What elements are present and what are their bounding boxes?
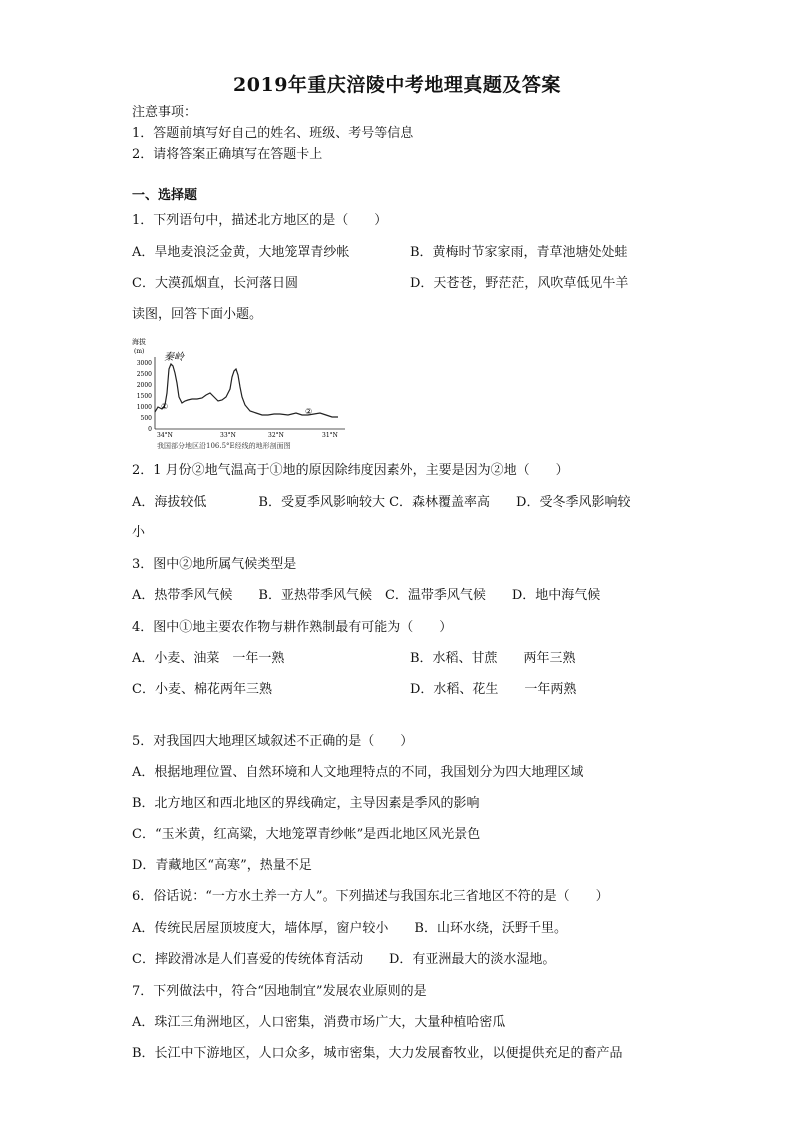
q4-option-d: D．水稻、花生 一年两熟	[410, 682, 577, 697]
q2-stem: 2．1 月份②地气温高于①地的原因除纬度因素外，主要是因为②地（ ）	[132, 463, 569, 478]
q4-option-b: B．水稻、甘蔗 两年三熟	[410, 651, 576, 666]
q4-option-a: A．小麦、油菜 一年一熟	[132, 651, 285, 666]
notice-item-1: 1．答题前填写好自己的姓名、班级、考号等信息	[132, 126, 414, 141]
q7-stem: 7．下列做法中，符合“因地制宜”发展农业原则的是	[132, 984, 427, 999]
q4-stem: 4．图中①地主要农作物与耕作熟制最有可能为（ ）	[132, 620, 453, 635]
notice-heading: 注意事项：	[132, 105, 198, 120]
ytick-500: 500	[140, 415, 152, 422]
ytick-2000: 2000	[136, 382, 152, 389]
q6-options-cd: C．摔跤滑冰是人们喜爱的传统体育活动 D．有亚洲最大的淡水湿地。	[132, 952, 556, 967]
q5-stem: 5．对我国四大地理区域叙述不正确的是（ ）	[132, 734, 414, 749]
q3-options: A．热带季风气候 B．亚热带季风气候 C．温带季风气候 D．地中海气候	[132, 588, 601, 603]
terrain-profile-figure	[130, 335, 360, 453]
ytick-0: 0	[148, 426, 152, 433]
ytick-1000: 1000	[136, 404, 152, 411]
q4-option-c: C．小麦、棉花两年三熟	[132, 682, 272, 697]
page-title: 2019年重庆涪陵中考地理真题及答案	[233, 74, 561, 96]
q1-stem: 1．下列语句中，描述北方地区的是（ ）	[132, 213, 388, 228]
q6-stem: 6．俗话说：“一方水土养一方人”。下列描述与我国东北三省地区不符的是（ ）	[132, 889, 609, 904]
q3-stem: 3．图中②地所属气候类型是	[132, 557, 297, 572]
ytick-3000: 3000	[136, 360, 152, 367]
q1-option-b: B．黄梅时节家家雨，青草池塘处处蛙	[410, 245, 628, 260]
read-figure-instruction: 读图，回答下面小题。	[132, 307, 263, 322]
figure-marker-1: ①	[161, 402, 169, 411]
q1-option-d: D．天苍苍，野茫茫，风吹草低见牛羊	[410, 276, 629, 291]
q5-option-d: D．青藏地区“高寒”，热量不足	[132, 858, 312, 873]
figure-unit: (m)	[134, 348, 145, 355]
ytick-1500: 1500	[136, 393, 152, 400]
figure-marker-2: ②	[305, 407, 313, 416]
figure-caption: 我国部分地区沿106.5°E经线的地形剖面图	[157, 442, 291, 450]
xtick-33n: 33°N	[220, 432, 236, 439]
q5-option-a: A．根据地理位置、自然环境和人文地理特点的不同，我国划分为四大地理区域	[132, 765, 584, 780]
q1-option-a: A．旱地麦浪泛金黄，大地笼罩青纱帐	[132, 245, 350, 260]
figure-peak-label: 秦岭	[164, 352, 184, 363]
section-heading: 一、选择题	[132, 188, 198, 203]
q5-option-b: B．北方地区和西北地区的界线确定，主导因素是季风的影响	[132, 796, 480, 811]
q1-option-c: C．大漠孤烟直，长河落日圆	[132, 276, 298, 291]
ytick-2500: 2500	[136, 371, 152, 378]
q2-options-cont: 小	[132, 525, 146, 540]
xtick-32n: 32°N	[268, 432, 284, 439]
q5-option-c: C．“玉米黄，红高粱，大地笼罩青纱帐”是西北地区风光景色	[132, 827, 481, 842]
xtick-31n: 31°N	[322, 432, 338, 439]
figure-ylabel: 海拔	[132, 338, 146, 346]
q2-options: A．海拔较低 B．受夏季风影响较大 C．森林覆盖率高 D．受冬季风影响较	[132, 495, 631, 510]
q7-option-b: B．长江中下游地区，人口众多，城市密集，大力发展畜牧业，以便提供充足的畜产品	[132, 1046, 623, 1061]
xtick-34n: 34°N	[157, 432, 173, 439]
q6-options-ab: A．传统民居屋顶坡度大，墙体厚，窗户较小 B．山环水绕，沃野千里。	[132, 921, 567, 936]
q7-option-a: A．珠江三角洲地区，人口密集，消费市场广大，大量种植哈密瓜	[132, 1015, 506, 1030]
notice-item-2: 2．请将答案正确填写在答题卡上	[132, 147, 323, 162]
